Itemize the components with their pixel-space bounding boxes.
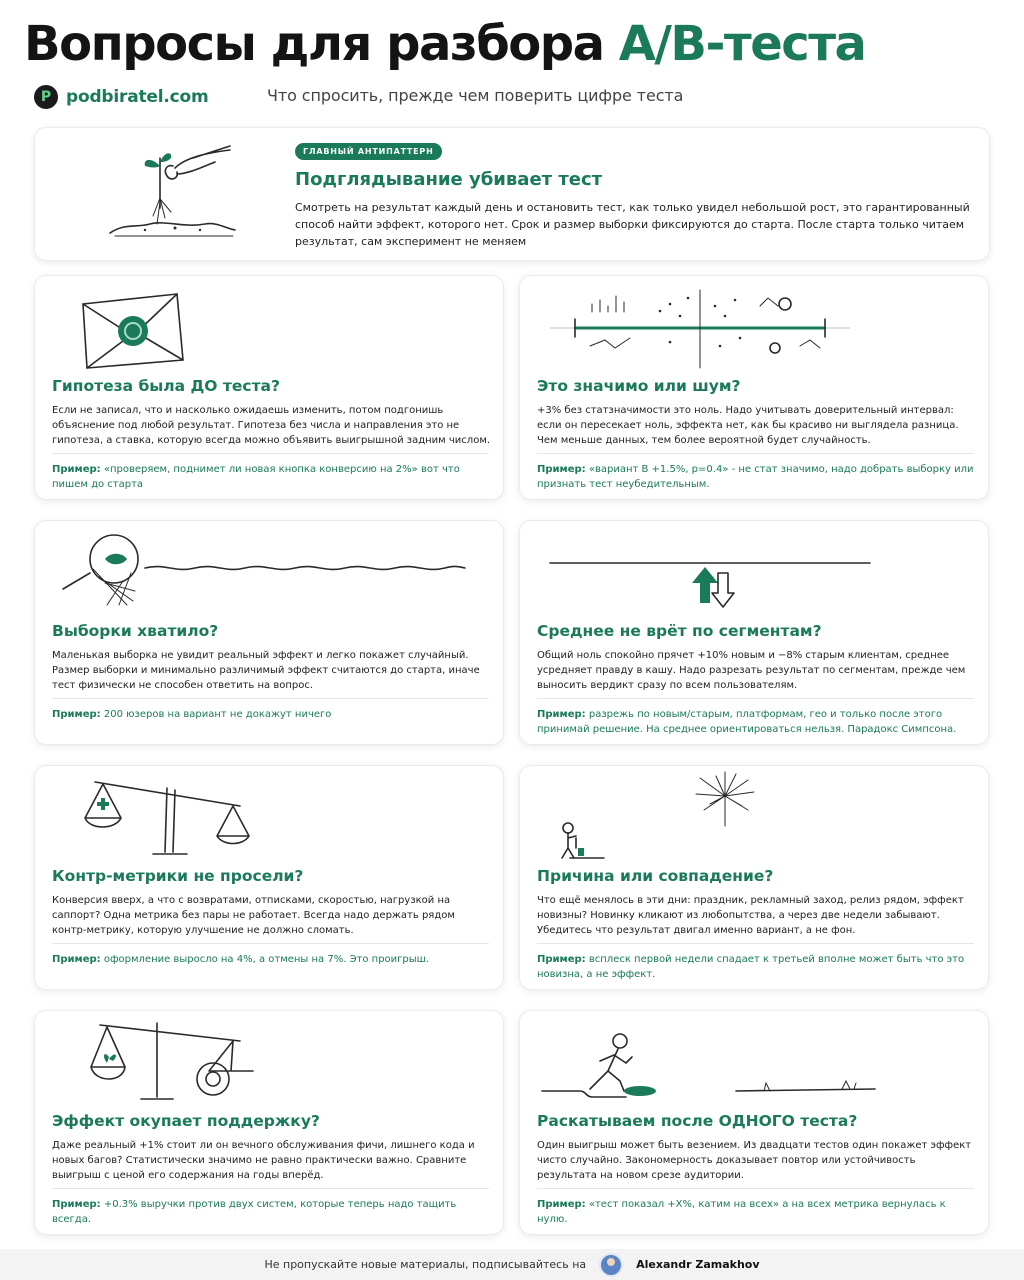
card-title: Выборки хватило? [52,622,219,640]
example-label: Пример: [537,954,586,965]
card-body: Маленькая выборка не увидит реальный эффект и легко покажет случайный. Размер выборки и минимально различимый эффект считаются до старта, иначе тест физически не способен ответить на вопрос. [52,650,480,691]
example-label: Пример: [52,954,101,965]
question-card-counter-metrics [34,765,504,990]
example-text: «вариант B +1.5%, p=0.4» - не стат значимо, надо добрать выборку или признать тест неубедительным. [537,464,974,490]
footer-text: Не пропускайте новые материалы, подписывайтесь на [264,1258,587,1271]
card-example [52,952,492,967]
author-name[interactable]: Alexandr Zamakhov [636,1258,760,1271]
card-body: Если не записал, что и насколько ожидаешь изменить, потом подгонишь объяснение под любой результат. Гипотеза без числа и направления это не гипотеза, а ставка, которую всегда можно объявить выигрышной задним числом. [52,405,491,446]
footer-bar [0,1249,1024,1280]
question-card-single-test [519,1010,989,1235]
balance-scale-icon [35,766,505,866]
example-label: Пример: [52,464,101,475]
card-title: Причина или совпадение? [537,867,774,885]
card-example [537,1197,977,1227]
card-divider [537,698,974,699]
title-accent: A/B-теста [618,16,866,72]
card-title: Среднее не врёт по сегментам? [537,622,822,640]
hero-title: Подглядывание убивает тест [295,169,603,190]
running-man-icon [520,1011,990,1111]
hero-card [34,127,990,261]
hero-text: Смотреть на результат каждый день и остановить тест, как только увидел небольшой рост, это гарантированный способ найти эффект, которого нет. Срок и размер выборки фиксируются до старта. После старта только читаем результат, сам эксперимент не меняем [295,201,970,248]
title-main: Вопросы для разбора [24,16,604,72]
card-body: Конверсия вверх, а что с возвратами, отписками, скоростью, нагрузкой на саппорт? Одна метрика без пары не работает. Всегда надо держать рядом контр-метрику, которую улучшение не должно сломать. [52,895,455,936]
fireworks-icon [520,766,990,866]
example-text: оформление выросло на 4%, а отмены на 7%. Это проигрыш. [103,954,429,965]
card-title: Эффект окупает поддержку? [52,1112,320,1130]
brand-name[interactable]: podbiratel.com [66,87,209,107]
example-text: 200 юзеров на вариант не докажут ничего [103,709,332,720]
card-divider [52,943,489,944]
scale-sprout-gear-icon [35,1011,505,1111]
card-example [537,707,977,737]
example-text: всплеск первой недели спадает к третьей вполне может быть что это новизна, а не эффект. [537,954,965,980]
card-example [52,462,492,492]
up-down-arrows-icon [520,521,990,621]
page-title [24,14,1014,74]
example-text: «тест показал +X%, катим на всех» а на всех метрика вернулась к нулю. [537,1199,946,1225]
card-title: Гипотеза была ДО теста? [52,377,280,395]
card-body: +3% без статзначимости это ноль. Надо учитывать доверительный интервал: если он пересекает ноль, эффекта нет, как бы красиво ни выглядела разница. Чем меньше данных, тем более вероятной будет случайность. [537,405,959,446]
question-card-significance [519,275,989,500]
card-divider [52,453,489,454]
brand[interactable] [34,84,208,110]
card-title: Раскатываем после ОДНОГО теста? [537,1112,858,1130]
question-card-maintenance [34,1010,504,1235]
page-subtitle: Что спросить, прежде чем поверить цифре теста [267,86,684,105]
example-label: Пример: [52,709,101,720]
card-title: Контр-метрики не просели? [52,867,304,885]
card-title: Это значимо или шум? [537,377,741,395]
card-example [537,462,977,492]
question-card-causation [519,765,989,990]
card-body: Даже реальный +1% стоит ли он вечного обслуживания фичи, лишнего кода и новых багов? Статистически значимо не равно практически важно. Сравните выигрыш с ценой его содержания на годы вперёд. [52,1140,475,1181]
card-divider [52,698,489,699]
hero-badge: ГЛАВНЫЙ АНТИПАТТЕРН [295,143,442,160]
hand-planting-seedling-icon [105,138,245,248]
card-example [52,1197,492,1227]
question-card-hypothesis [34,275,504,500]
example-label: Пример: [537,709,586,720]
example-text: +0.3% выручки против двух систем, которые теперь надо тащить всегда. [52,1199,457,1225]
example-label: Пример: [537,464,586,475]
card-divider [537,943,974,944]
question-card-segments [519,520,989,745]
card-example [52,707,492,722]
brand-logo-icon: P [34,85,58,109]
card-example [537,952,977,982]
example-label: Пример: [537,1199,586,1210]
card-divider [52,1188,489,1189]
card-divider [537,453,974,454]
card-body: Что ещё менялось в эти дни: праздник, рекламный заход, релиз рядом, эффект новизны? Новинку кликают из любопытства, а через две недели забывают. Убедитесь что результат двигал именно вариант, а не фон. [537,895,964,936]
question-card-sample-size [34,520,504,745]
fishing-net-icon [35,521,505,621]
example-text: «проверяем, поднимет ли новая кнопка конверсию на 2%» вот что пишем до старта [52,464,460,490]
confidence-interval-noise-icon [520,276,990,376]
example-text: разрежь по новым/старым, платформам, гео и только после этого принимай решение. На среднее ориентироваться нельзя. Парадокс Симпсона. [537,709,957,735]
card-divider [537,1188,974,1189]
author-avatar[interactable] [599,1253,623,1277]
example-label: Пример: [52,1199,101,1210]
card-body: Общий ноль спокойно прячет +10% новым и −8% старым клиентам, среднее усредняет правду в кашу. Надо разрезать результат по сегментам, прежде чем выносить вердикт сразу по всем пользователям. [537,650,966,691]
sealed-envelope-icon [35,276,505,376]
card-body: Один выигрыш может быть везением. Из двадцати тестов один покажет эффект чисто случайно. Закономерность доказывает повтор или устойчивость результата на новом срезе аудитории. [537,1140,972,1181]
